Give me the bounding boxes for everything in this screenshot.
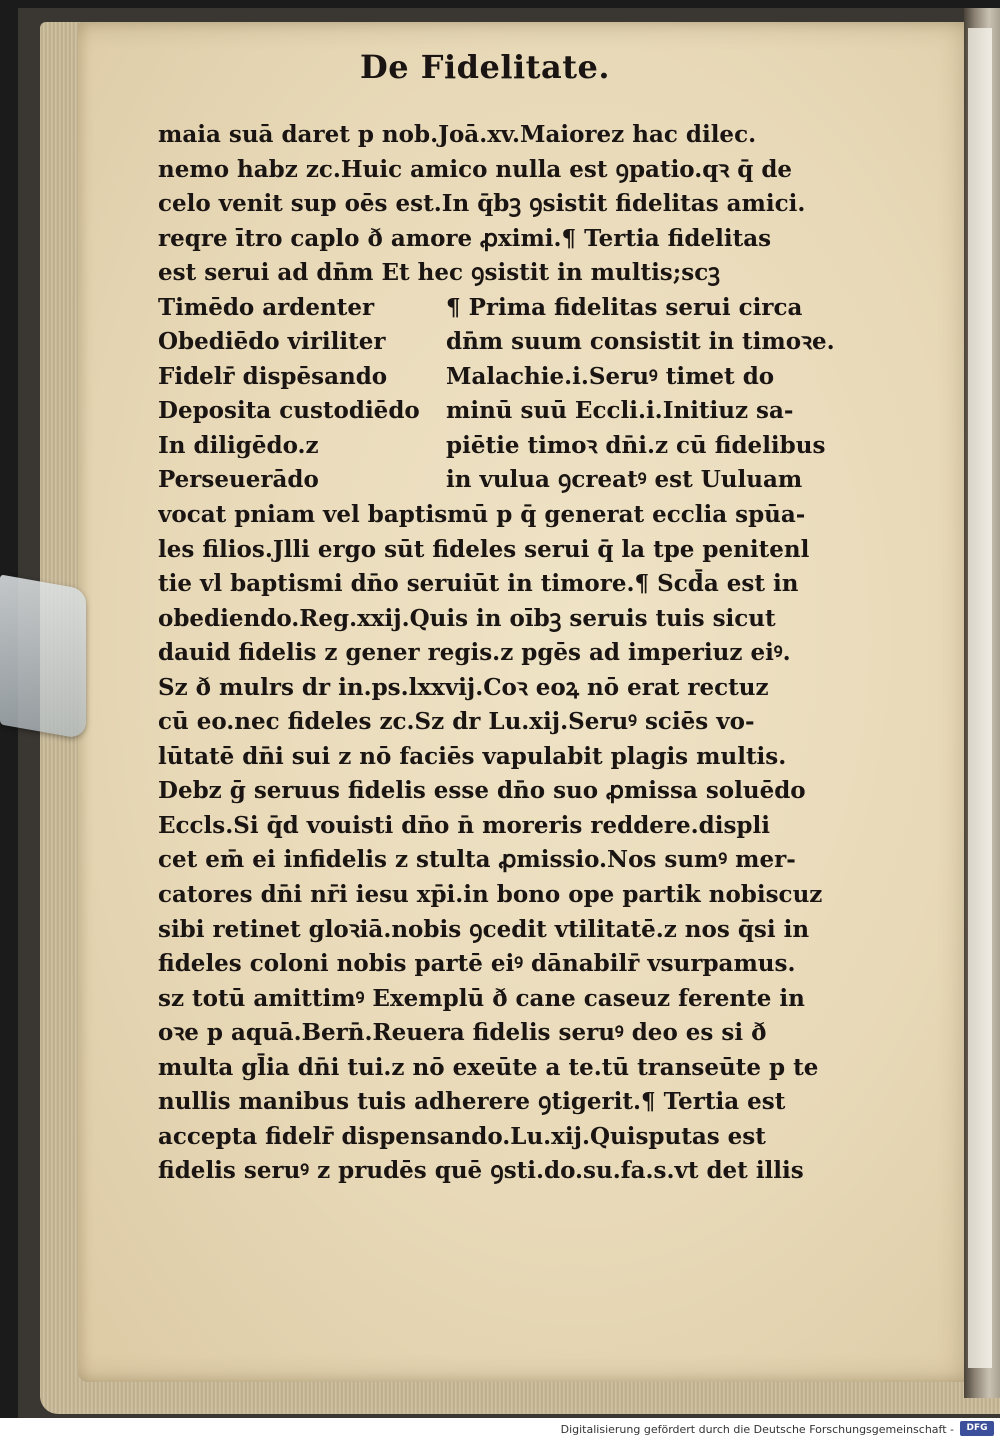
split-line — [158, 360, 858, 395]
text-line: nullis manibus tuis adherere ꝯtigerit.¶ Tertia est — [158, 1088, 786, 1116]
page-clip — [0, 574, 86, 739]
facing-page-edge — [964, 8, 1000, 1398]
split-line-left: In diligēdo.z — [158, 431, 319, 459]
facing-page-strip — [968, 28, 992, 1368]
split-line-right: in vulua ꝯcreatꝰ est Uuluam — [446, 466, 803, 494]
text-line: fidelis seruꝰ z prudēs quē ꝯsti.do.su.fa.s.vt det illis — [158, 1157, 804, 1185]
footer-credit: Digitalisierung gefördert durch die Deutsche Forschungsgemeinschaft - — [560, 1423, 954, 1436]
split-line-right: dn̄m suum consistit in timoꝛe. — [446, 328, 835, 356]
text-line: dauid fidelis z gener regis.z pgēs ad imperiuz eiꝰ. — [158, 639, 791, 667]
split-line — [158, 463, 858, 498]
text-line: reqre ītro caplo ð amore ꝓximi.¶ Tertia fidelitas — [158, 224, 772, 252]
text-line: cū eo.nec fideles zc.Sz dr Lu.xij.Seruꝰ sciēs vo- — [158, 708, 755, 736]
split-line — [158, 394, 858, 429]
text-line: sibi retinet gloꝛiā.nobis ꝯcedit vtilitatē.z nos q̄si in — [158, 915, 810, 943]
split-line-left: Fidelr̄ dispēsando — [158, 362, 388, 390]
split-line-left: Deposita custodiēdo — [158, 397, 420, 425]
text-line: sz totū amittimꝰ Exemplū ð cane caseuz ferente in — [158, 984, 805, 1012]
text-line: cet em̄ ei infidelis z stulta ꝓmissio.Nos sumꝰ mer- — [158, 846, 796, 874]
text-line: nemo habz zc.Huic amico nulla est ꝯpatio.qꝛ q̄ de — [158, 155, 793, 183]
split-line — [158, 291, 858, 326]
text-line: vocat pniam vel baptismū p q̄ generat ecclia spūa- — [158, 501, 806, 529]
split-line-left: Perseuerādo — [158, 466, 319, 494]
split-line — [158, 429, 858, 464]
text-line: fideles coloni nobis partē eiꝰ dānabilr̄ vsurpamus. — [158, 950, 796, 978]
text-line: catores dn̄i nr̄i iesu xp̄i.in bono ope partik nobiscuz — [158, 881, 823, 909]
text-line: lūtatē dn̄i sui z nō faciēs vapulabit plagis multis. — [158, 742, 787, 770]
text-line: est serui ad dn̄m Et hec ꝯsistit in multis;scꝫ — [158, 259, 720, 287]
text-line: maia suā daret p nob.Joā.xv.Maiorez hac dilec. — [158, 121, 757, 148]
text-line: obediendo.Reg.xxij.Quis in oībꝫ seruis tuis sicut — [158, 604, 776, 632]
text-line: multa gl̄ia dn̄i tui.z nō exeūte a te.tū transeūte p te — [158, 1053, 819, 1081]
split-line-right: minū suū Eccli.i.Initiuz sa- — [446, 397, 794, 425]
text-lines-after — [158, 498, 858, 1189]
split-line — [158, 325, 858, 360]
page-title: De Fidelitate. — [360, 48, 610, 86]
text-line: Eccls.Si q̄d vouisti dn̄o n̄ moreris reddere.displi — [158, 811, 770, 839]
dfg-logo-icon: DFG — [960, 1421, 994, 1436]
text-line: celo venit sup oēs est.In q̄bꝫ ꝯsistit fidelitas amici. — [158, 190, 806, 218]
text-lines-split — [158, 291, 858, 498]
split-line-right: Malachie.i.Seruꝰ timet do — [446, 362, 775, 390]
split-line-right: ¶ Prima fidelitas serui circa — [446, 293, 803, 321]
text-line: tie vl baptismi dn̄o seruiūt in timore.¶ Scd̄a est in — [158, 570, 799, 598]
split-line-left: Timēdo ardenter — [158, 293, 375, 321]
text-line: Debz ḡ seruus fidelis esse dn̄o suo ꝓmissa soluēdo — [158, 777, 806, 805]
split-line-right: piētie timoꝛ dn̄i.z cū fidelibus — [446, 431, 826, 459]
split-line-left: Obediēdo viriliter — [158, 328, 386, 356]
text-line: les filios.Jlli ergo sūt fideles serui q̄ la tpe penitenl — [158, 535, 810, 563]
text-lines-before — [158, 118, 858, 291]
text-line: Sz ð mulrs dr in.ps.lxxvij.Coꝛ eoꝝ nō erat rectuz — [158, 673, 769, 701]
footer-band — [0, 1418, 1000, 1439]
text-block — [158, 118, 858, 1189]
text-line: oꝛe p aquā.Bern̄.Reuera fidelis seruꝰ deo es si ð — [158, 1019, 767, 1047]
text-line: accepta fidelr̄ dispensando.Lu.xij.Quisputas est — [158, 1122, 766, 1150]
